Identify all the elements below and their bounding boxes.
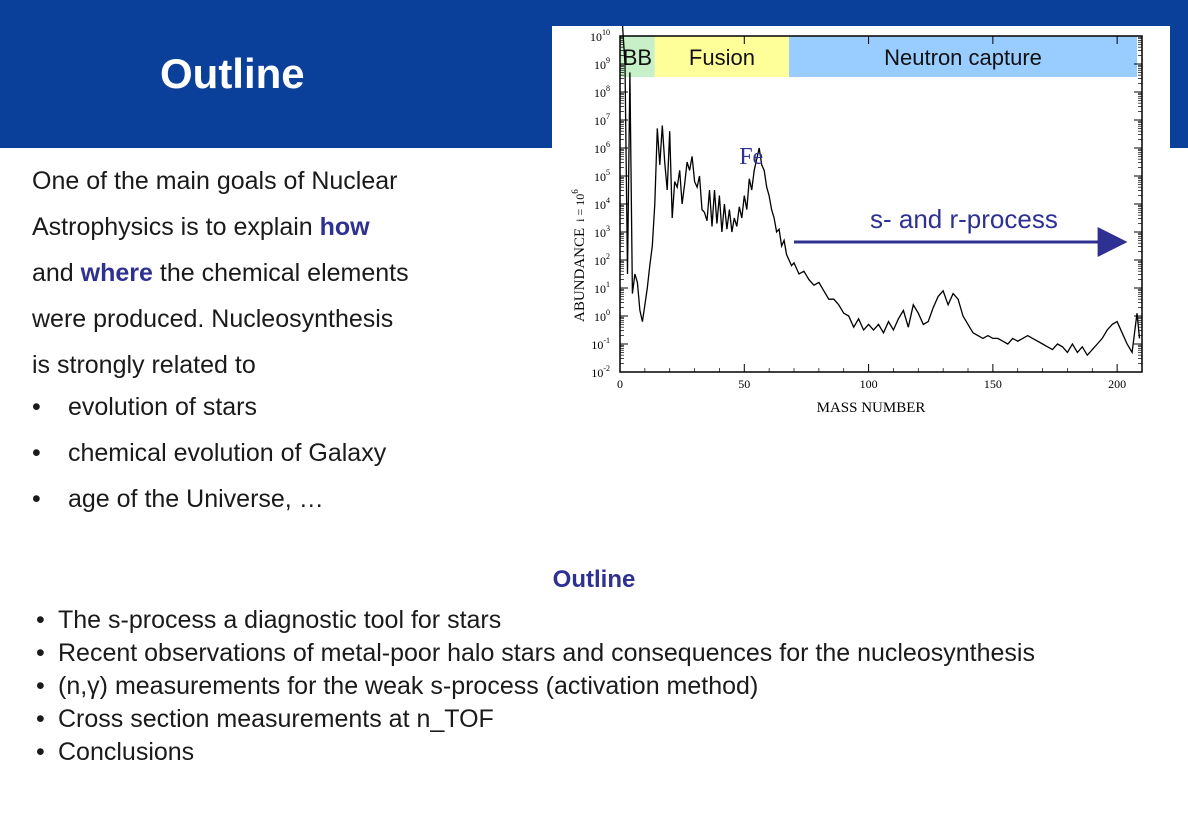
bullet-dot-icon: • <box>36 738 45 766</box>
outline-item: • Conclusions <box>36 736 1156 769</box>
bullet-dot-icon: • <box>36 705 45 733</box>
y-tick-label: $10^2$ <box>594 252 610 268</box>
x-tick-label: 200 <box>1108 377 1127 391</box>
bullet-dot-icon: • <box>32 393 41 421</box>
y-tick-label: $10^0$ <box>594 308 610 324</box>
intro-line-3-text-c: the chemical elements <box>152 259 409 287</box>
y-tick-label: $10^1$ <box>594 280 610 296</box>
bullet-dot-icon: • <box>36 639 45 667</box>
intro-line-2-text: Astrophysics is to explain <box>32 213 320 241</box>
topic-bullet-list <box>32 384 386 522</box>
topic-bullet: • age of the Universe, … <box>32 476 386 522</box>
x-tick-label: 150 <box>983 377 1002 391</box>
y-tick-label: $10^9$ <box>594 56 610 72</box>
y-axis-label: ABUNDANCEi = $10^6$ <box>570 189 588 322</box>
intro-line-1: One of the main goals of Nuclear <box>32 167 398 195</box>
outline-item: • Cross section measurements at n_TOF <box>36 703 1156 736</box>
outline-item: • The s-process a diagnostic tool for stars <box>36 604 1156 637</box>
highlight-how: how <box>319 213 370 241</box>
intro-line-4: were produced. Nucleosynthesis <box>32 305 394 333</box>
y-tick-label: $10^3$ <box>594 224 610 240</box>
intro-line-2 <box>32 204 532 250</box>
outline-item: • (n,γ) measurements for the weak s-process (activation method) <box>36 670 1156 703</box>
x-tick-label: 100 <box>859 377 878 391</box>
y-tick-label: $10^5$ <box>594 168 610 184</box>
y-tick-label: $10^7$ <box>594 112 610 128</box>
intro-line-3 <box>32 250 532 296</box>
y-tick-label: $10^{-1}$ <box>591 336 610 352</box>
y-tick-label: $10^6$ <box>594 140 610 156</box>
y-tick-label: $10^8$ <box>594 84 610 100</box>
y-tick-label: $10^4$ <box>594 196 610 212</box>
process-label: s- and r-process <box>870 204 1058 234</box>
intro-paragraph <box>32 158 532 388</box>
x-tick-label: 0 <box>617 377 623 391</box>
y-tick-label: $10^{10}$ <box>590 28 610 44</box>
bullet-dot-icon: • <box>36 606 45 634</box>
x-axis-label: MASS NUMBER <box>816 400 926 416</box>
topic-bullet: • evolution of stars <box>32 384 386 430</box>
outline-heading: Outline <box>552 566 636 593</box>
highlight-where: where <box>80 259 153 287</box>
intro-line-3-text-a: and <box>32 259 81 287</box>
outline-item: • Recent observations of metal-poor halo stars and consequences for the nucleosynthesis <box>36 637 1156 670</box>
bullet-dot-icon: • <box>32 439 41 467</box>
abundance-chart <box>552 26 1170 428</box>
y-tick-label: $10^{-2}$ <box>591 364 610 380</box>
slide-title: Outline <box>160 50 305 97</box>
bullet-dot-icon: • <box>32 485 41 513</box>
region-label: BB <box>622 45 653 70</box>
topic-bullet: • chemical evolution of Galaxy <box>32 430 386 476</box>
outline-list <box>36 604 1156 769</box>
region-label: Neutron capture <box>884 45 1042 70</box>
abundance-chart-panel <box>552 26 1170 428</box>
x-tick-label: 50 <box>738 377 751 391</box>
fe-label: Fe <box>739 144 764 170</box>
intro-line-5: is strongly related to <box>32 351 256 379</box>
bullet-dot-icon: • <box>36 672 45 700</box>
region-label: Fusion <box>688 45 755 70</box>
